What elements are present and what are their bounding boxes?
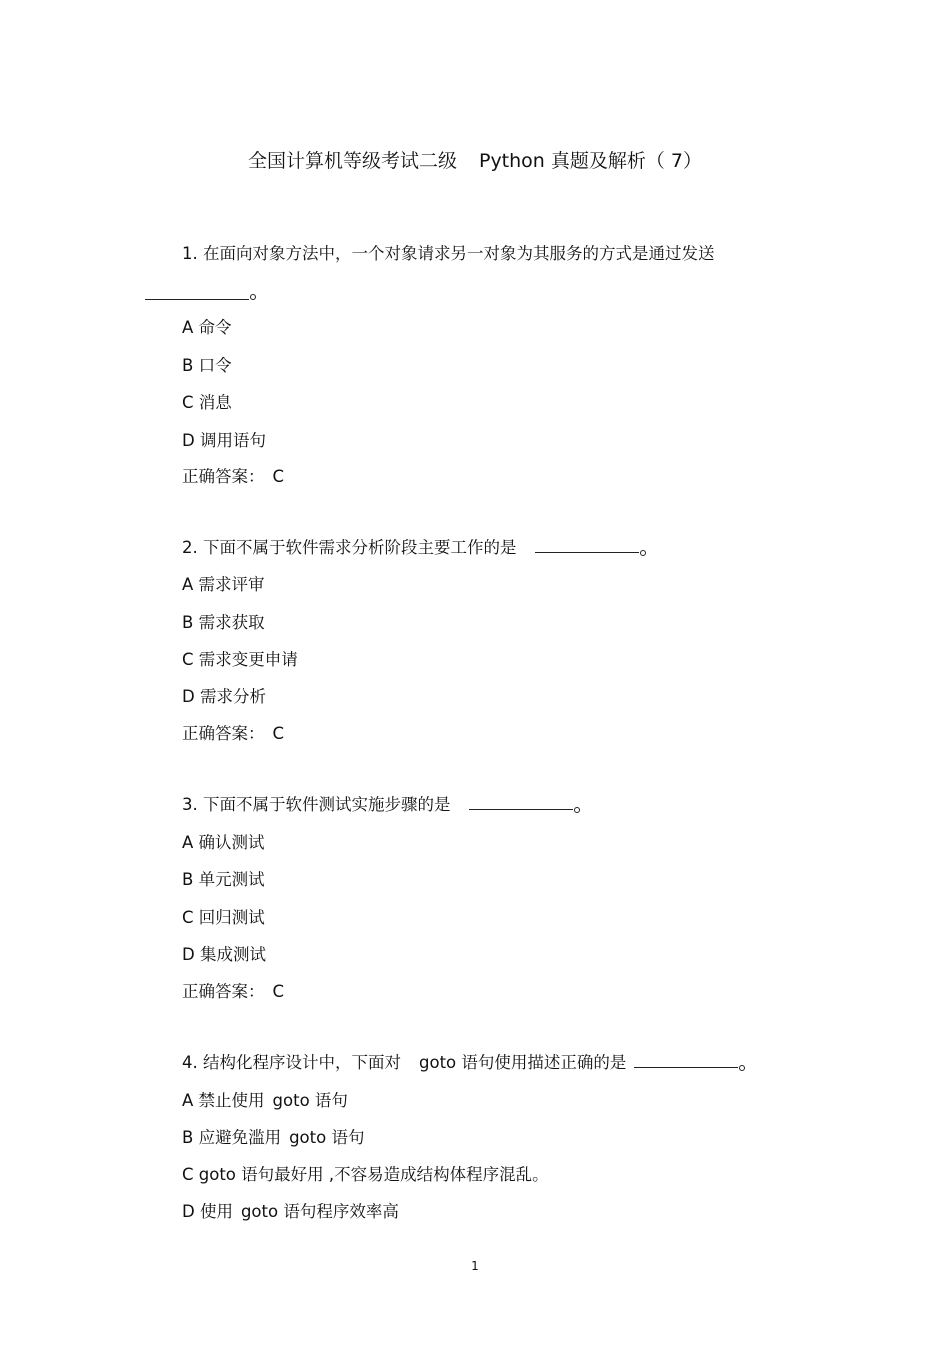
- question-3-stem-line: [182, 794, 580, 816]
- question-2-stem-line: [182, 537, 646, 559]
- question-1-period: [250, 294, 256, 300]
- title-main: 全国计算机等级考试二级: [247, 150, 457, 172]
- option-prefix: C goto 语句最好用 ,不容易造成结构体程序混乱。: [182, 1165, 549, 1184]
- option-prefix: B 应避免滥用: [182, 1128, 282, 1147]
- question-2-option-a: A 需求评审: [182, 575, 265, 594]
- question-4-period: [739, 1065, 745, 1071]
- option-prefix: A 禁止使用: [182, 1091, 265, 1110]
- answer-value: C: [272, 982, 285, 1001]
- question-1-option-c: C 消息: [182, 393, 232, 412]
- question-3-option-c: C 回归测试: [182, 908, 265, 927]
- question-4-option-b: [182, 1127, 364, 1149]
- answer-label: 正确答案：: [182, 982, 265, 1001]
- question-4-stem-a: 4. 结构化程序设计中，下面对: [182, 1053, 401, 1072]
- option-rest: goto 语句: [272, 1091, 348, 1110]
- document-title: [0, 146, 950, 173]
- question-3-option-d: D 集成测试: [182, 945, 266, 964]
- question-4-option-a: [182, 1090, 348, 1112]
- question-4-stem-b: goto 语句使用描述正确的是: [419, 1053, 627, 1072]
- question-1-option-d: D 调用语句: [182, 431, 266, 450]
- answer-label: 正确答案：: [182, 724, 265, 743]
- question-2-stem: 2. 下面不属于软件需求分析阶段主要工作的是: [182, 538, 517, 557]
- question-1-answer: [182, 466, 284, 488]
- question-2-blank: [535, 538, 639, 553]
- question-2-option-d: D 需求分析: [182, 687, 266, 706]
- question-4-option-c: [182, 1164, 549, 1186]
- option-rest: goto 语句程序效率高: [240, 1202, 399, 1221]
- answer-value: C: [272, 467, 285, 486]
- question-2-period: [640, 550, 646, 556]
- question-3-option-b: B 单元测试: [182, 870, 265, 889]
- question-1-stem: 1. 在面向对象方法中，一个对象请求另一对象为其服务的方式是通过发送: [182, 244, 715, 263]
- question-1-option-b: B 口令: [182, 356, 232, 375]
- question-3-period: [574, 807, 580, 813]
- question-1-blank: [145, 287, 249, 300]
- question-2-option-b: B 需求获取: [182, 613, 265, 632]
- question-3-option-a: A 确认测试: [182, 833, 265, 852]
- question-3-blank: [469, 795, 573, 810]
- answer-value: C: [272, 724, 285, 743]
- question-4-option-d: [182, 1201, 399, 1223]
- question-2-option-c: C 需求变更申请: [182, 650, 298, 669]
- question-3-stem: 3. 下面不属于软件测试实施步骤的是: [182, 795, 451, 814]
- option-rest: goto 语句: [289, 1128, 365, 1147]
- question-4-stem-line: [182, 1052, 745, 1074]
- page-number: 1: [471, 1259, 479, 1273]
- option-prefix: D 使用: [182, 1202, 233, 1221]
- title-python: Python 真题及解析（ 7）: [478, 150, 703, 172]
- question-1-option-a: A 命令: [182, 318, 232, 337]
- question-2-answer: [182, 723, 284, 745]
- question-4-blank: [634, 1053, 738, 1068]
- question-3-answer: [182, 981, 284, 1003]
- answer-label: 正确答案：: [182, 467, 265, 486]
